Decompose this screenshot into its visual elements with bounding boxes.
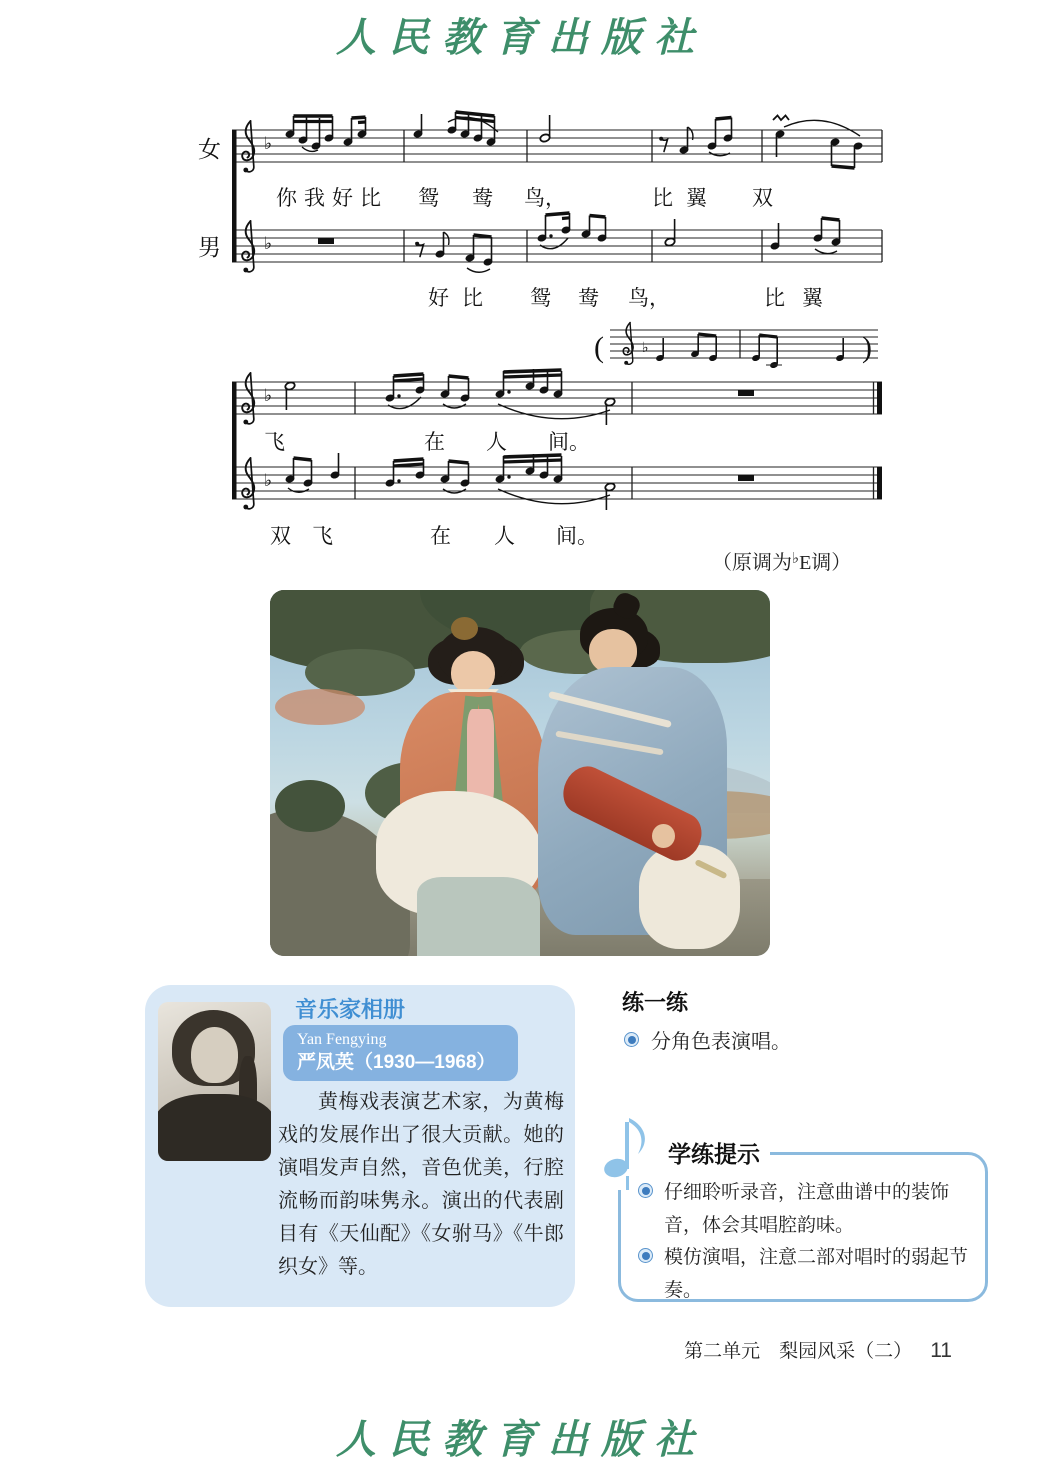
lyric-syllable: 翼 (686, 186, 707, 210)
tips-item-text: 模仿演唱，注意二部对唱时的弱起节奏。 (664, 1247, 969, 1301)
staff-notation (190, 105, 900, 585)
interlude-close-paren: ) (862, 331, 872, 364)
lyric-syllable: 在 (424, 430, 445, 454)
practice-heading: 练一练 (622, 990, 689, 1015)
musician-album-box (145, 985, 575, 1307)
interlude-open-paren: ( (594, 331, 604, 364)
photo-coral-blossoms (275, 689, 365, 726)
lyric-syllable: 鸳 (530, 286, 551, 310)
lyric-syllable: 鸳 (418, 186, 439, 210)
musician-name-en: Yan Fengying (297, 1031, 387, 1048)
lyric-syllable: 你 (276, 186, 297, 210)
photo-bush (275, 780, 345, 831)
lyric-syllable: 比 (462, 286, 483, 310)
flat-sign: ♭ (642, 340, 649, 356)
opera-still-photo (270, 590, 770, 956)
lyric-syllable: 间。 (548, 430, 590, 454)
lyric-syllable: 鸯 (472, 186, 493, 210)
lyric-syllable: 飞 (264, 430, 285, 454)
lyric-syllable: 人 (486, 430, 507, 454)
photo-woman-skirt (417, 877, 539, 956)
tips-item-text: 仔细聆听录音，注意曲谱中的装饰音，体会其唱腔韵味。 (664, 1182, 950, 1236)
lyric-syllable: 双 (752, 186, 773, 210)
photo-man-white-sleeve (639, 845, 740, 949)
lyric-syllable: 在 (430, 524, 451, 548)
musician-bio: 黄梅戏表演艺术家，为黄梅戏的发展作出了很大贡献。她的演唱发声自然，音色优美，行腔流畅而韵味隽永。演出的代表剧目有《天仙配》《女驸马》《牛郎织女》等。 (278, 1091, 564, 1278)
photo-man-hand (652, 824, 675, 848)
tips-item (638, 1241, 968, 1307)
flat-sign: ♭ (264, 234, 273, 254)
practice-item (624, 1026, 954, 1059)
voice-label-male: 男 (198, 235, 221, 260)
photo-woman-hair-ornament (451, 617, 478, 640)
flat-sign: ♭ (264, 134, 273, 154)
portrait-face (191, 1027, 238, 1083)
lyric-syllable: 比 (652, 186, 673, 210)
lyric-syllable: 比 (360, 186, 381, 210)
lyric-syllable: 人 (494, 524, 515, 548)
lyric-syllable: 鸯 (578, 286, 599, 310)
portrait-body (158, 1094, 271, 1161)
lyric-syllable: 飞 (312, 524, 333, 548)
lyric-syllable: 好 (428, 286, 449, 310)
voice-label-female: 女 (198, 137, 221, 162)
musician-name-cn: 严凤英（1930—1968） (297, 1052, 496, 1073)
photo-woman-face (451, 651, 495, 694)
tips-heading: 学练提示 (658, 1136, 770, 1169)
lyric-syllable: 翼 (802, 286, 823, 310)
tips-item (638, 1176, 968, 1242)
yan-fengying-portrait (158, 1002, 271, 1161)
original-key-note: （原调为♭E调） (712, 551, 852, 574)
lyric-syllable: 鸟， (628, 286, 670, 310)
album-title: 音乐家相册 (295, 997, 406, 1022)
lyric-syllable: 比 (764, 286, 785, 310)
flat-sign: ♭ (264, 471, 273, 491)
publisher-logo-bottom: 人民教育出版社 (336, 1416, 707, 1463)
musician-name-badge (283, 1025, 518, 1081)
lyric-syllable: 好 (332, 186, 353, 210)
page-number: 11 (930, 1339, 952, 1362)
page-footer (684, 1336, 952, 1363)
photo-man (530, 608, 740, 956)
lyric-syllable: 双 (270, 524, 291, 548)
lyric-syllable: 间。 (556, 524, 598, 548)
publisher-logo-top: 人民教育出版社 (336, 14, 707, 61)
staff-system-female (285, 112, 864, 168)
bullet-icon (638, 1248, 653, 1263)
footer-unit-title: 第二单元 梨园风采（二） (684, 1341, 913, 1362)
bullet-icon (624, 1032, 639, 1047)
flat-sign: ♭ (264, 386, 273, 406)
staff-system-male (318, 213, 841, 272)
bullet-icon (638, 1183, 653, 1198)
practice-item-text: 分角色表演唱。 (651, 1031, 791, 1053)
lyric-syllable: 鸟， (524, 186, 566, 210)
lyric-syllable: 我 (304, 186, 325, 210)
